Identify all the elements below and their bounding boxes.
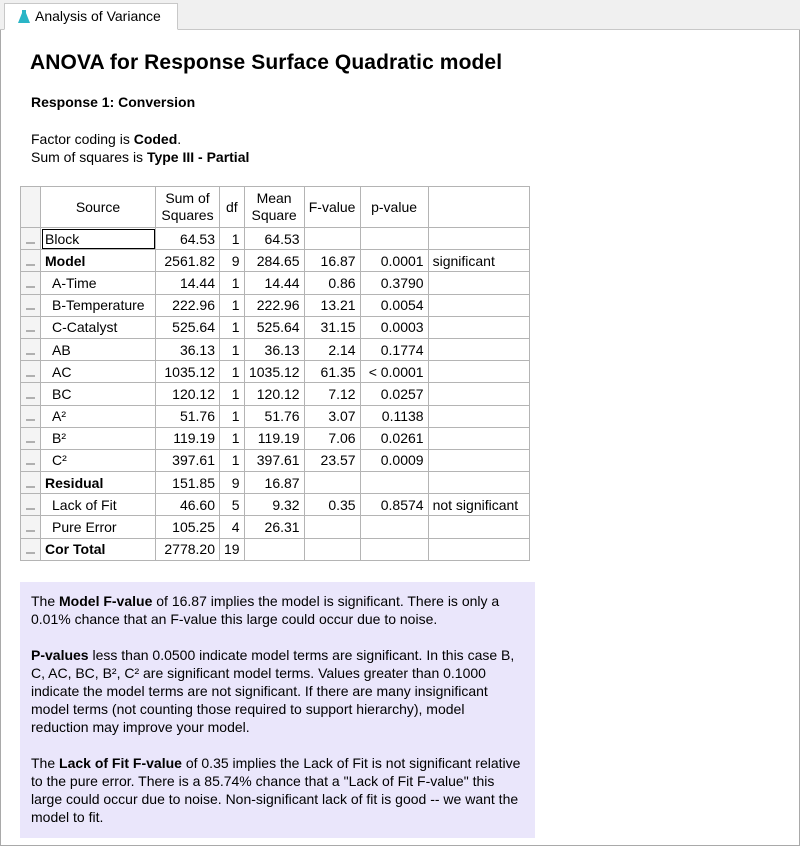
cell-p-value[interactable]: 0.0003 bbox=[360, 316, 428, 338]
factor-coding-value: Coded bbox=[133, 131, 178, 147]
tab-analysis-of-variance[interactable] bbox=[4, 3, 178, 30]
tab-bar bbox=[0, 0, 800, 30]
cell-mean-square[interactable]: 120.12 bbox=[244, 383, 304, 405]
cell-sum-of-squares[interactable]: 1035.12 bbox=[156, 361, 220, 383]
cell-source[interactable]: Cor Total bbox=[41, 538, 156, 560]
cell-sum-of-squares[interactable]: 151.85 bbox=[156, 472, 220, 494]
cell-source[interactable]: A² bbox=[41, 405, 156, 427]
cell-sum-of-squares[interactable]: 36.13 bbox=[156, 338, 220, 360]
row-selector[interactable] bbox=[21, 250, 41, 272]
cell-note[interactable] bbox=[428, 361, 529, 383]
cell-source[interactable]: AC bbox=[41, 361, 156, 383]
row-selector[interactable] bbox=[21, 538, 41, 560]
cell-note[interactable] bbox=[428, 383, 529, 405]
cell-f-value[interactable]: 7.12 bbox=[304, 383, 360, 405]
report-area bbox=[0, 30, 800, 846]
anova-table bbox=[20, 186, 530, 561]
row-selector[interactable] bbox=[21, 228, 41, 250]
cell-df[interactable]: 19 bbox=[220, 538, 245, 560]
cell-source[interactable]: BC bbox=[41, 383, 156, 405]
cell-sum-of-squares[interactable]: 105.25 bbox=[156, 516, 220, 538]
cell-f-value[interactable] bbox=[304, 228, 360, 250]
cell-p-value[interactable]: < 0.0001 bbox=[360, 361, 428, 383]
column-header-source[interactable]: Source bbox=[41, 187, 156, 228]
row-selector[interactable] bbox=[21, 383, 41, 405]
table-row[interactable] bbox=[21, 472, 530, 494]
table-row[interactable] bbox=[21, 294, 530, 316]
cell-f-value[interactable]: 31.15 bbox=[304, 316, 360, 338]
cell-sum-of-squares[interactable]: 119.19 bbox=[156, 427, 220, 449]
row-selector[interactable] bbox=[21, 294, 41, 316]
cell-f-value[interactable]: 3.07 bbox=[304, 405, 360, 427]
cell-source[interactable]: C² bbox=[41, 449, 156, 471]
cell-mean-square[interactable]: 14.44 bbox=[244, 272, 304, 294]
sum-of-squares-line: Sum of squares is Type III - Partial bbox=[31, 149, 250, 165]
table-row[interactable] bbox=[21, 361, 530, 383]
cell-sum-of-squares[interactable]: 222.96 bbox=[156, 294, 220, 316]
cell-f-value[interactable]: 61.35 bbox=[304, 361, 360, 383]
cell-df[interactable]: 1 bbox=[220, 383, 245, 405]
row-selector[interactable] bbox=[21, 316, 41, 338]
table-row[interactable] bbox=[21, 538, 530, 560]
table-row[interactable] bbox=[21, 449, 530, 471]
cell-mean-square[interactable]: 9.32 bbox=[244, 494, 304, 516]
row-selector[interactable] bbox=[21, 338, 41, 360]
cell-sum-of-squares[interactable]: 120.12 bbox=[156, 383, 220, 405]
table-row[interactable] bbox=[21, 405, 530, 427]
cell-p-value[interactable]: 0.1138 bbox=[360, 405, 428, 427]
note-model-f-value: The Model F-value of 16.87 implies the model is significant. There is only a 0.01% chance that an F-value this large could occur due to noise. bbox=[31, 593, 500, 627]
cell-p-value[interactable] bbox=[360, 228, 428, 250]
cell-p-value[interactable]: 0.0009 bbox=[360, 449, 428, 471]
tab-label: Analysis of Variance bbox=[35, 8, 161, 24]
cell-p-value[interactable]: 0.0001 bbox=[360, 250, 428, 272]
cell-note[interactable] bbox=[428, 228, 529, 250]
cell-p-value[interactable] bbox=[360, 516, 428, 538]
table-header-row bbox=[21, 187, 530, 228]
cell-mean-square[interactable]: 525.64 bbox=[244, 316, 304, 338]
cell-note[interactable] bbox=[428, 405, 529, 427]
cell-sum-of-squares[interactable]: 2561.82 bbox=[156, 250, 220, 272]
cell-mean-square[interactable]: 397.61 bbox=[244, 449, 304, 471]
row-selector[interactable] bbox=[21, 361, 41, 383]
cell-f-value[interactable]: 0.86 bbox=[304, 272, 360, 294]
cell-f-value[interactable] bbox=[304, 516, 360, 538]
cell-df[interactable]: 1 bbox=[220, 316, 245, 338]
cell-note[interactable] bbox=[428, 427, 529, 449]
cell-sum-of-squares[interactable]: 46.60 bbox=[156, 494, 220, 516]
cell-p-value[interactable] bbox=[360, 472, 428, 494]
row-selector[interactable] bbox=[21, 494, 41, 516]
cell-note[interactable] bbox=[428, 316, 529, 338]
interpretation-notes bbox=[20, 582, 535, 838]
cell-f-value[interactable]: 0.35 bbox=[304, 494, 360, 516]
column-header-sum-of-squares[interactable]: Sum of Squares bbox=[156, 187, 220, 228]
cell-sum-of-squares[interactable]: 525.64 bbox=[156, 316, 220, 338]
cell-p-value[interactable]: 0.0261 bbox=[360, 427, 428, 449]
cell-f-value[interactable]: 13.21 bbox=[304, 294, 360, 316]
cell-source[interactable]: B² bbox=[41, 427, 156, 449]
cell-note[interactable] bbox=[428, 338, 529, 360]
row-selector[interactable] bbox=[21, 427, 41, 449]
cell-df[interactable]: 1 bbox=[220, 361, 245, 383]
cell-mean-square[interactable]: 26.31 bbox=[244, 516, 304, 538]
cell-p-value[interactable] bbox=[360, 538, 428, 560]
cell-note[interactable] bbox=[428, 272, 529, 294]
cell-mean-square[interactable]: 36.13 bbox=[244, 338, 304, 360]
cell-df[interactable]: 9 bbox=[220, 472, 245, 494]
cell-sum-of-squares[interactable]: 14.44 bbox=[156, 272, 220, 294]
cell-df[interactable]: 9 bbox=[220, 250, 245, 272]
cell-source[interactable]: Lack of Fit bbox=[41, 494, 156, 516]
table-row[interactable] bbox=[21, 516, 530, 538]
row-selector[interactable] bbox=[21, 516, 41, 538]
cell-mean-square[interactable]: 222.96 bbox=[244, 294, 304, 316]
row-selector-header[interactable] bbox=[21, 187, 41, 228]
table-row[interactable] bbox=[21, 316, 530, 338]
column-header-df[interactable]: df bbox=[220, 187, 245, 228]
column-header-mean-square[interactable]: Mean Square bbox=[244, 187, 304, 228]
column-header-note[interactable] bbox=[428, 187, 529, 228]
flask-icon bbox=[17, 10, 31, 24]
cell-note[interactable]: significant bbox=[428, 250, 529, 272]
cell-source[interactable]: AB bbox=[41, 338, 156, 360]
cell-df[interactable]: 1 bbox=[220, 405, 245, 427]
cell-f-value[interactable]: 2.14 bbox=[304, 338, 360, 360]
row-selector[interactable] bbox=[21, 405, 41, 427]
cell-df[interactable]: 1 bbox=[220, 427, 245, 449]
cell-mean-square[interactable]: 16.87 bbox=[244, 472, 304, 494]
cell-df[interactable]: 1 bbox=[220, 228, 245, 250]
cell-mean-square[interactable]: 64.53 bbox=[244, 228, 304, 250]
row-selector[interactable] bbox=[21, 472, 41, 494]
cell-mean-square[interactable]: 1035.12 bbox=[244, 361, 304, 383]
cell-source[interactable]: A-Time bbox=[41, 272, 156, 294]
table-row[interactable] bbox=[21, 272, 530, 294]
cell-p-value[interactable]: 0.1774 bbox=[360, 338, 428, 360]
note-lack-of-fit: The Lack of Fit F-value of 0.35 implies the Lack of Fit is not significant relative to the pure error. There is a 85.74% chance that a "Lack of Fit F-value" this large could occur due to noise. Non-significant lack of fit is good -- we want the model to fit. bbox=[31, 755, 521, 825]
cell-sum-of-squares[interactable]: 2778.20 bbox=[156, 538, 220, 560]
cell-f-value[interactable]: 23.57 bbox=[304, 449, 360, 471]
cell-f-value[interactable] bbox=[304, 538, 360, 560]
factor-coding-line: Factor coding is Coded. bbox=[31, 131, 182, 147]
cell-note[interactable]: not significant bbox=[428, 494, 529, 516]
table-row[interactable] bbox=[21, 383, 530, 405]
cell-note[interactable] bbox=[428, 538, 529, 560]
cell-note[interactable] bbox=[428, 472, 529, 494]
cell-note[interactable] bbox=[428, 516, 529, 538]
cell-p-value[interactable]: 0.8574 bbox=[360, 494, 428, 516]
cell-source[interactable]: Block bbox=[41, 228, 156, 250]
cell-source[interactable]: Residual bbox=[41, 472, 156, 494]
cell-p-value[interactable]: 0.0257 bbox=[360, 383, 428, 405]
sum-of-squares-type: Type III - Partial bbox=[146, 149, 250, 165]
note-p-values: P-values less than 0.0500 indicate model terms are significant. In this case B, C, AC, BC, B², C² are significant model terms. Values greater than 0.1000 indicate the model terms are not significant. If there are many insignificant model terms (not counting those required to support hierarchy), model reduction may improve your model. bbox=[31, 647, 515, 735]
cell-sum-of-squares[interactable]: 64.53 bbox=[156, 228, 220, 250]
cell-df[interactable]: 5 bbox=[220, 494, 245, 516]
table-row[interactable] bbox=[21, 338, 530, 360]
cell-df[interactable]: 1 bbox=[220, 294, 245, 316]
cell-source[interactable]: Pure Error bbox=[41, 516, 156, 538]
table-row[interactable] bbox=[21, 427, 530, 449]
table-row[interactable] bbox=[21, 494, 530, 516]
cell-df[interactable]: 1 bbox=[220, 338, 245, 360]
column-header-f-value[interactable]: F-value bbox=[304, 187, 360, 228]
page-title: ANOVA for Response Surface Quadratic model bbox=[30, 51, 503, 74]
cell-mean-square[interactable]: 119.19 bbox=[244, 427, 304, 449]
cell-mean-square[interactable] bbox=[244, 538, 304, 560]
cell-mean-square[interactable]: 284.65 bbox=[244, 250, 304, 272]
table-row[interactable] bbox=[21, 228, 530, 250]
cell-f-value[interactable] bbox=[304, 472, 360, 494]
cell-mean-square[interactable]: 51.76 bbox=[244, 405, 304, 427]
table-row[interactable] bbox=[21, 250, 530, 272]
cell-p-value[interactable]: 0.3790 bbox=[360, 272, 428, 294]
cell-source[interactable]: Model bbox=[41, 250, 156, 272]
row-selector[interactable] bbox=[21, 272, 41, 294]
cell-sum-of-squares[interactable]: 51.76 bbox=[156, 405, 220, 427]
cell-df[interactable]: 4 bbox=[220, 516, 245, 538]
cell-sum-of-squares[interactable]: 397.61 bbox=[156, 449, 220, 471]
cell-note[interactable] bbox=[428, 449, 529, 471]
row-selector[interactable] bbox=[21, 449, 41, 471]
column-header-p-value[interactable]: p-value bbox=[360, 187, 428, 228]
cell-f-value[interactable]: 16.87 bbox=[304, 250, 360, 272]
cell-f-value[interactable]: 7.06 bbox=[304, 427, 360, 449]
cell-source[interactable]: B-Temperature bbox=[41, 294, 156, 316]
cell-df[interactable]: 1 bbox=[220, 449, 245, 471]
cell-p-value[interactable]: 0.0054 bbox=[360, 294, 428, 316]
response-label: Response 1: Conversion bbox=[31, 94, 196, 110]
cell-df[interactable]: 1 bbox=[220, 272, 245, 294]
cell-note[interactable] bbox=[428, 294, 529, 316]
cell-source[interactable]: C-Catalyst bbox=[41, 316, 156, 338]
coding-info bbox=[31, 130, 249, 166]
